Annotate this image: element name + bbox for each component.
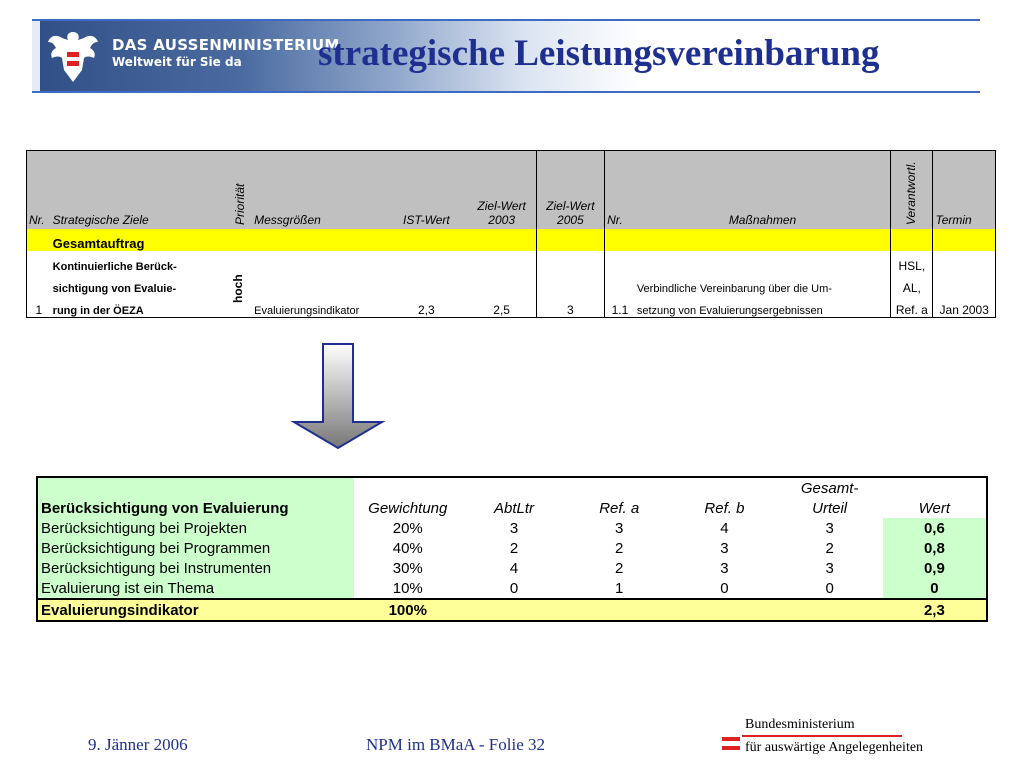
banner-edge xyxy=(32,21,40,91)
ziel2003-line1: Ziel-Wert xyxy=(477,199,526,213)
col-prioritaet xyxy=(230,151,252,230)
priority-cell xyxy=(230,251,252,318)
ziel2005-line2: 2005 xyxy=(557,213,584,227)
goal-row-line2 xyxy=(27,273,996,295)
row-value: 0,9 xyxy=(883,558,987,578)
col-gesamt-line2: Urteil xyxy=(812,499,848,517)
target-2005-value: 3 xyxy=(536,295,604,318)
footer-ministry-line1: Bundesministerium xyxy=(745,717,855,732)
summary-value: 2,3 xyxy=(883,599,987,621)
ministry-slogan: Weltweit für Sie da xyxy=(112,55,242,69)
row-weight: 30% xyxy=(354,558,462,578)
col-weight: Gewichtung xyxy=(368,499,448,517)
row-gesamt: 0 xyxy=(777,578,883,599)
row-value: 0,6 xyxy=(883,518,987,538)
priority-value: hoch xyxy=(231,274,246,303)
table-row xyxy=(37,518,987,538)
row-label: Berücksichtigung bei Instrumenten xyxy=(37,558,354,578)
row-weight: 40% xyxy=(354,538,462,558)
table-row xyxy=(37,558,987,578)
table-row xyxy=(37,538,987,558)
col-nr: Nr. xyxy=(27,151,51,230)
row-gesamt: 2 xyxy=(777,538,883,558)
row-gesamt: 3 xyxy=(777,558,883,578)
summary-row xyxy=(37,599,987,621)
col-ziel2005 xyxy=(536,151,604,230)
row-gesamt: 3 xyxy=(777,518,883,538)
evaluation-header-row-2 xyxy=(37,498,987,518)
indicator-name: Evaluierungsindikator xyxy=(252,295,385,318)
row-label: Berücksichtigung bei Programmen xyxy=(37,538,354,558)
target-2003-value: 2,5 xyxy=(468,295,536,318)
deadline: Jan 2003 xyxy=(933,295,996,318)
goal-text-line3: rung in der ÖEZA xyxy=(51,295,230,318)
col-abtltr: AbtLtr xyxy=(493,499,534,517)
strategy-table xyxy=(26,150,996,318)
row-ref-a: 3 xyxy=(566,518,672,538)
row-label: Berücksichtigung bei Projekten xyxy=(37,518,354,538)
row-ref-b: 4 xyxy=(672,518,776,538)
row-label: Evaluierung ist ein Thema xyxy=(37,578,354,599)
summary-label: Evaluierungsindikator xyxy=(37,599,354,621)
responsible-line2: AL, xyxy=(891,273,933,295)
responsible-line3: Ref. a xyxy=(891,295,933,318)
col-ref-b: Ref. b xyxy=(704,499,745,517)
row-ref-b: 3 xyxy=(672,558,776,578)
row-ref-b: 3 xyxy=(672,538,776,558)
col-messgroessen: Messgrößen xyxy=(252,151,385,230)
ziel2003-line2: 2003 xyxy=(488,213,515,227)
row-weight: 10% xyxy=(354,578,462,599)
verantwortl-label: Verantwortl. xyxy=(903,161,918,225)
goal-text-line2: sichtigung von Evaluie- xyxy=(51,273,230,295)
col-massnahmen: Maßnahmen xyxy=(635,151,891,230)
row-ref-a: 1 xyxy=(566,578,672,599)
col-evaluation-label: Berücksichtigung von Evaluierung xyxy=(37,498,354,518)
col-ref-a: Ref. a xyxy=(599,499,640,517)
col-ziel2003 xyxy=(468,151,536,230)
col-termin: Termin xyxy=(933,151,996,230)
measure-text-line2: setzung von Evaluierungsergebnissen xyxy=(635,295,891,318)
row-value: 0,8 xyxy=(883,538,987,558)
goal-text-line1: Kontinuierliche Berück- xyxy=(51,251,230,273)
goal-row-line3 xyxy=(27,295,996,318)
strategy-header-row xyxy=(27,151,996,230)
goal-row-line1 xyxy=(27,251,996,273)
ist-value: 2,3 xyxy=(385,295,468,318)
evaluation-table xyxy=(36,476,988,622)
austrian-eagle-icon xyxy=(44,26,102,86)
row-weight: 20% xyxy=(354,518,462,538)
col-value: Wert xyxy=(918,499,951,517)
row-abtltr: 0 xyxy=(462,578,566,599)
row-abtltr: 2 xyxy=(462,538,566,558)
row-ref-a: 2 xyxy=(566,538,672,558)
section-row xyxy=(27,229,996,251)
footer-ministry-line2: für auswärtige Angelegenheiten xyxy=(745,740,924,755)
measure-nr: 1.1 xyxy=(605,295,635,318)
row-ref-b: 0 xyxy=(672,578,776,599)
responsible-line1: HSL, xyxy=(891,251,933,273)
col-nr2: Nr. xyxy=(605,151,635,230)
col-ist: IST-Wert xyxy=(385,151,468,230)
evaluation-header-row-1 xyxy=(37,477,987,498)
row-abtltr: 4 xyxy=(462,558,566,578)
row-value: 0 xyxy=(883,578,987,599)
down-arrow-icon xyxy=(290,342,386,450)
austria-flag-icon xyxy=(722,737,740,751)
col-ziele: Strategische Ziele xyxy=(51,151,230,230)
col-gesamt-line1: Gesamt- xyxy=(800,479,859,497)
prioritaet-label: Priorität xyxy=(233,183,248,225)
section-label: Gesamtauftrag xyxy=(51,229,230,251)
measure-text-line1: Verbindliche Vereinbarung über die Um- xyxy=(635,273,891,295)
row-ref-a: 2 xyxy=(566,558,672,578)
footer-divider xyxy=(742,735,902,737)
ziel2005-line1: Ziel-Wert xyxy=(546,199,595,213)
col-verantwortl xyxy=(891,151,933,230)
goal-nr: 1 xyxy=(27,295,51,318)
footer-slide: NPM im BMaA - Folie 32 xyxy=(366,735,545,754)
table-row xyxy=(37,578,987,599)
footer-date: 9. Jänner 2006 xyxy=(88,735,188,754)
ministry-name: DAS AUSSENMINISTERIUM xyxy=(112,36,340,54)
summary-weight: 100% xyxy=(354,599,462,621)
page-title: strategische Leistungsvereinbarung xyxy=(318,33,880,74)
row-abtltr: 3 xyxy=(462,518,566,538)
